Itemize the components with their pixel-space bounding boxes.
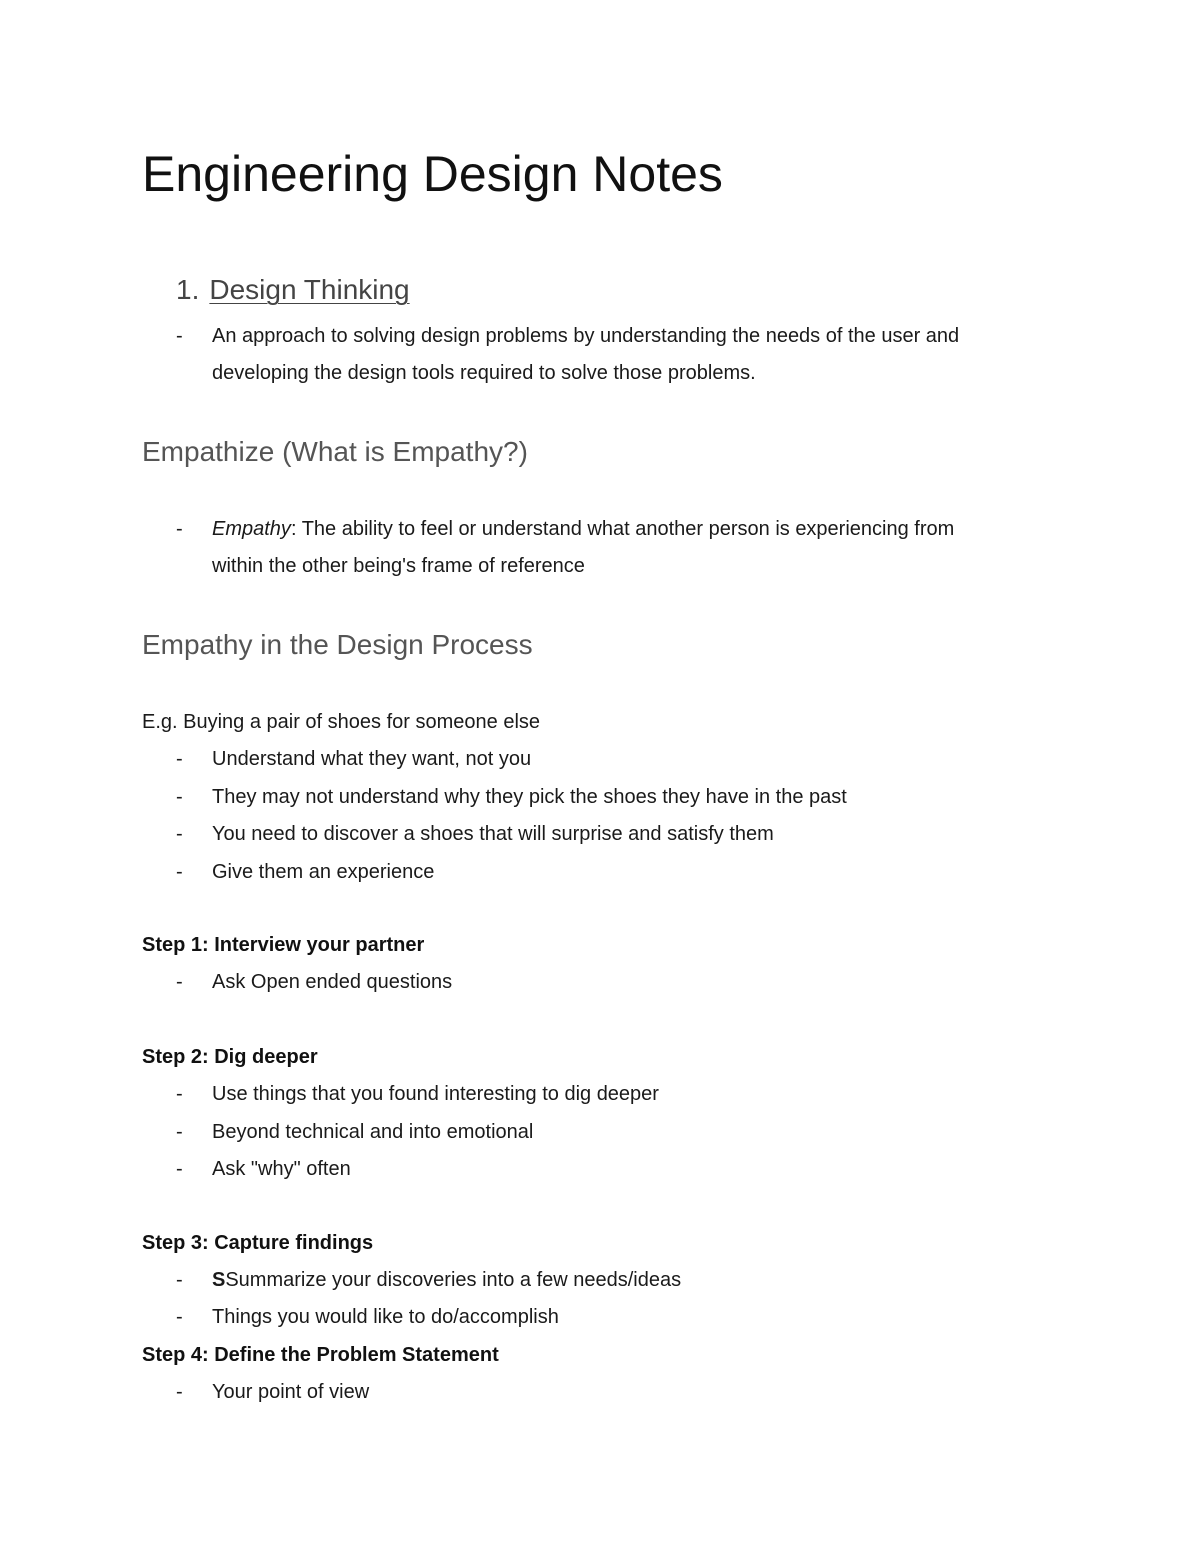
list-item: Ask Open ended questions: [212, 971, 453, 993]
bullet-dash: -: [176, 861, 183, 883]
list-item: You need to discover a shoes that will surprise and satisfy them: [212, 823, 774, 845]
bullet-dash: -: [176, 1269, 183, 1291]
list-item: Give them an experience: [212, 861, 435, 883]
list-item: [212, 1266, 681, 1294]
list-item: Understand what they want, not you: [212, 748, 532, 770]
empathy-definition-text: : The ability to feel or understand what another person is experiencing from: [290, 518, 955, 540]
list-item: They may not understand why they pick the shoes they have in the past: [212, 786, 847, 808]
step-4-title: Step 4: Define the Problem Statement: [142, 1344, 499, 1366]
list-item: Use things that you found interesting to dig deeper: [212, 1083, 659, 1105]
list-item: Things you would like to do/accomplish: [212, 1306, 559, 1328]
bullet-dash: -: [176, 971, 183, 993]
bullet-dash: -: [176, 748, 183, 770]
step-1-title: Step 1: Interview your partner: [142, 934, 425, 956]
section-heading-design-thinking: [176, 272, 410, 308]
bold-prefix: S: [212, 1269, 226, 1291]
heading-empathize: Empathize (What is Empathy?): [142, 436, 528, 467]
list-item: Your point of view: [212, 1381, 370, 1403]
bullet-dash: -: [176, 1083, 183, 1105]
empathy-definition-continued: within the other being's frame of reference: [212, 555, 585, 577]
heading-empathy-process: Empathy in the Design Process: [142, 629, 533, 660]
empathy-definition: [212, 515, 954, 543]
bullet-dash: -: [176, 786, 183, 808]
bullet-dash: -: [176, 1158, 183, 1180]
list-item: Beyond technical and into emotional: [212, 1121, 534, 1143]
bullet-text-continued: developing the design tools required to solve those problems.: [212, 362, 756, 384]
list-item-text: Summarize your discoveries into a few needs/ideas: [225, 1269, 682, 1291]
bullet-text: An approach to solving design problems by understanding the needs of the user and: [212, 325, 960, 347]
section-heading-link[interactable]: Design Thinking: [209, 274, 410, 305]
section-number: 1.: [176, 274, 200, 305]
bullet-dash: -: [176, 1121, 183, 1143]
bullet-dash: -: [176, 1306, 183, 1328]
step-3-title: Step 3: Capture findings: [142, 1232, 374, 1254]
bullet-dash: -: [176, 325, 183, 347]
bullet-dash: -: [176, 1381, 183, 1403]
empathy-term: Empathy: [212, 518, 291, 540]
document-title: Engineering Design Notes: [142, 146, 723, 202]
list-item: Ask "why" often: [212, 1158, 351, 1180]
example-line: E.g. Buying a pair of shoes for someone else: [142, 711, 541, 733]
step-2-title: Step 2: Dig deeper: [142, 1046, 318, 1068]
bullet-dash: -: [176, 823, 183, 845]
bullet-dash: -: [176, 518, 183, 540]
